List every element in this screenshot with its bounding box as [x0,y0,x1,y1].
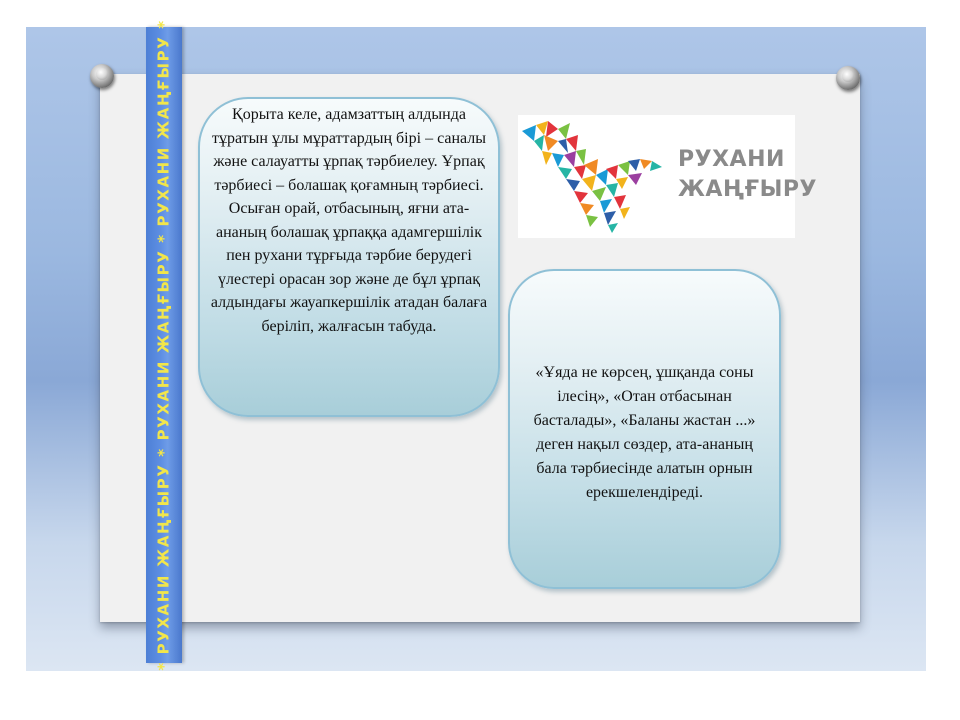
left-bubble-text: Қорыта келе, адамзаттың алдында тұратын ұлы мұраттардың бірі – саналы және салауатты ұрпақ тәрбиелеу. Ұрпақ тәрбиесі – болашақ қоғамның тәрбиесі. Осыған орай, отбасының, яғни ата-ананың болашақ ұрпаққа адамгершілік пен рухани тұрғыда тәрбие берудегі үлестері орасан зор және де бұл ұрпақ алдындағы жауапкершілік атадан балаға беріліп, жалғасын табуда. [210,106,488,335]
logo-line-1: РУХАНИ [678,147,785,172]
side-banner-text-wrap [146,19,182,671]
logo [518,115,818,238]
logo-line-2: ЖАҢҒЫРУ [678,177,818,202]
pushpin-right-icon [836,66,860,90]
bird-mosaic-icon [518,115,678,238]
right-bubble-text: «Ұяда не көрсең, ұшқанда соны ілесің», «Отан отбасынан басталады», «Баланы жастан ...» деген нақыл сөздер, ата-ананың бала тәрбиесінде алатын орнын ерекшелендіреді. [533,364,756,501]
left-text-bubble [198,97,500,417]
side-banner-text: * РУХАНИ ЖАҢҒЫРУ * РУХАНИ ЖАҢҒЫРУ * РУХАНИ ЖАҢҒЫРУ * [155,19,173,671]
logo-wordmark [678,145,817,205]
pushpin-left-icon [90,64,114,88]
right-text-bubble [508,269,781,589]
